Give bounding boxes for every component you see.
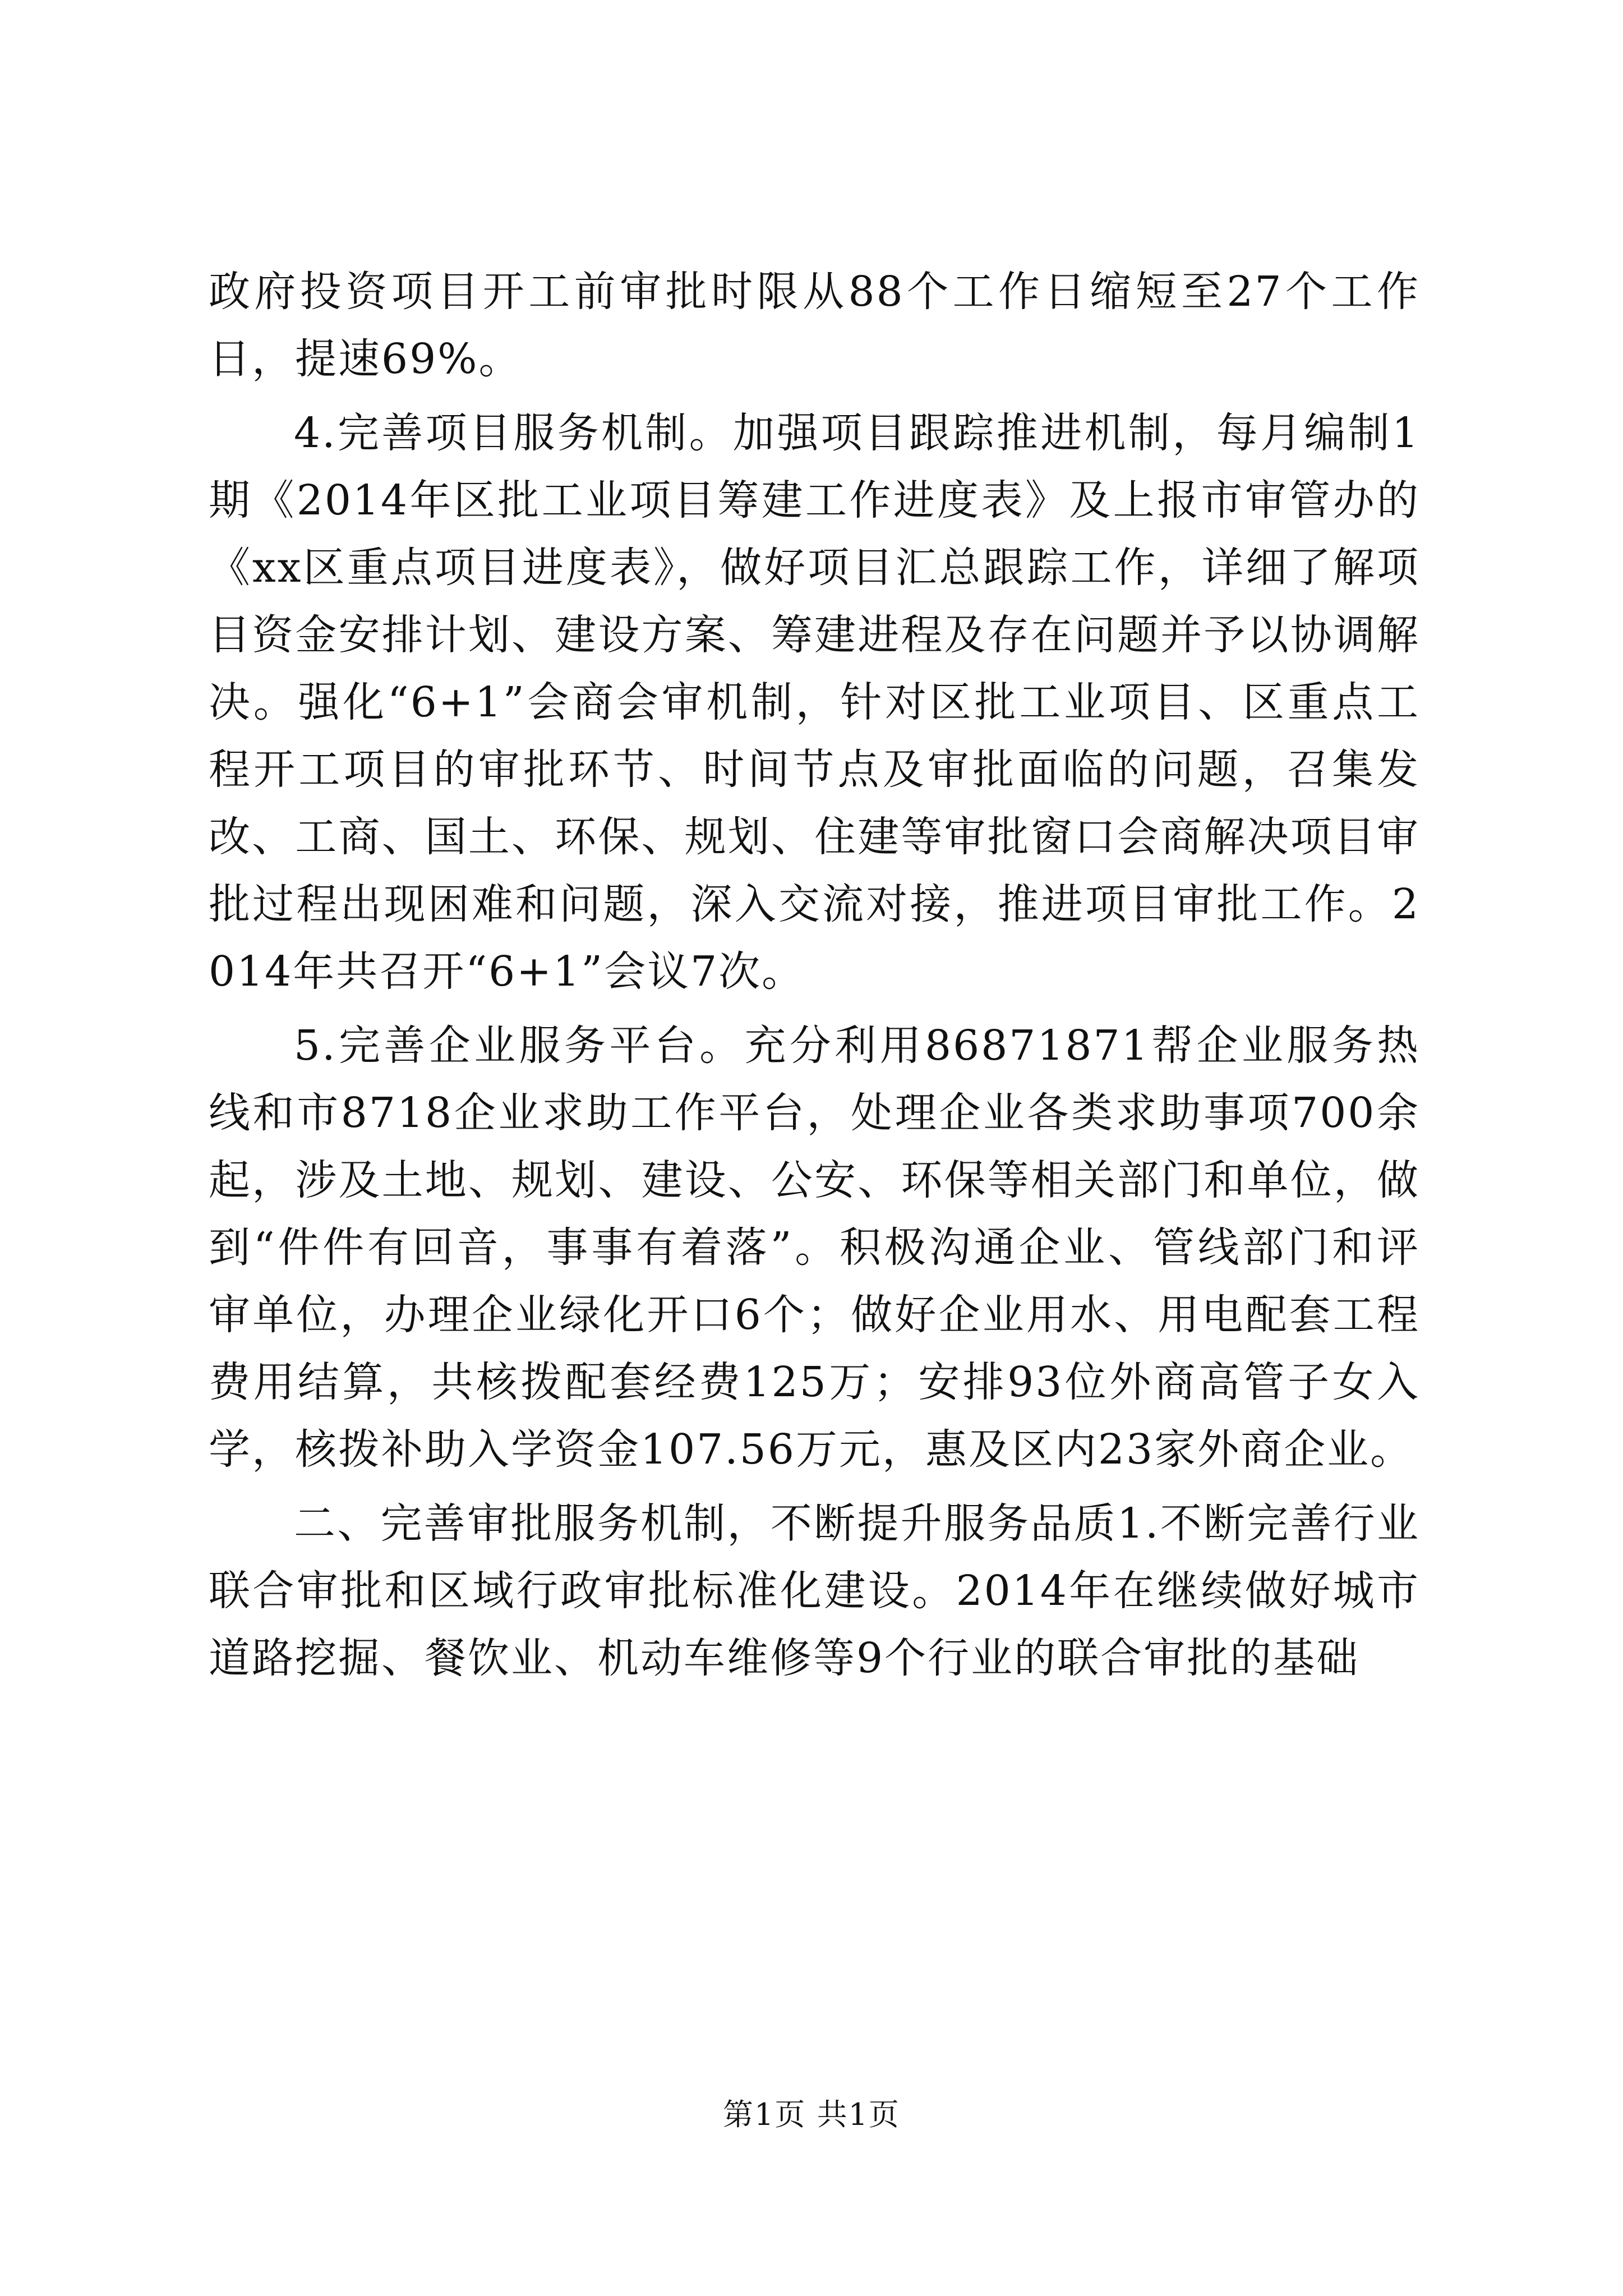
page-footer: 第1页 共1页	[723, 2097, 900, 2132]
paragraph-enterprise-platform: 5.完善企业服务平台。充分利用86871871帮企业服务热线和市8718企业求助工作平台，处理企业各类求助事项700余起，涉及土地、规划、建设、公安、环保等相关部门和单位，做到“件件有回音，事事有着落”。积极沟通企业、管线部门和评审单位，办理企业绿化开口6个；做好企业用水、用电配套工程费用结算，共核拨配套经费125万；安排93位外商高管子女入学，核拨补助入学资金107.56万元，惠及区内23家外商企业。	[209, 1022, 1420, 1474]
paragraph-approval-time: 政府投资项目开工前审批时限从88个工作日缩短至27个工作日，提速69%。	[209, 268, 1420, 383]
paragraph-approval-mechanism: 二、完善审批服务机制，不断提升服务品质1.不断完善行业联合审批和区域行政审批标准化建设。2014年在继续做好城市道路挖掘、餐饮业、机动车维修等9个行业的联合审批的基础	[209, 1499, 1420, 1682]
paragraph-project-service: 4.完善项目服务机制。加强项目跟踪推进机制，每月编制1期《2014年区批工业项目筹建工作进度表》及上报市审管办的《xx区重点项目进度表》，做好项目汇总跟踪工作，详细了解项目资金安排计划、建设方案、筹建进程及存在问题并予以协调解决。强化“6+1”会商会审机制，针对区批工业项目、区重点工程开工项目的审批环节、时间节点及审批面临的问题，召集发改、工商、国土、环保、规划、住建等审批窗口会商解决项目审批过程出现困难和问题，深入交流对接，推进项目审批工作。2014年共召开“6+1”会议7次。	[209, 409, 1420, 996]
document-body	[209, 258, 1420, 1692]
